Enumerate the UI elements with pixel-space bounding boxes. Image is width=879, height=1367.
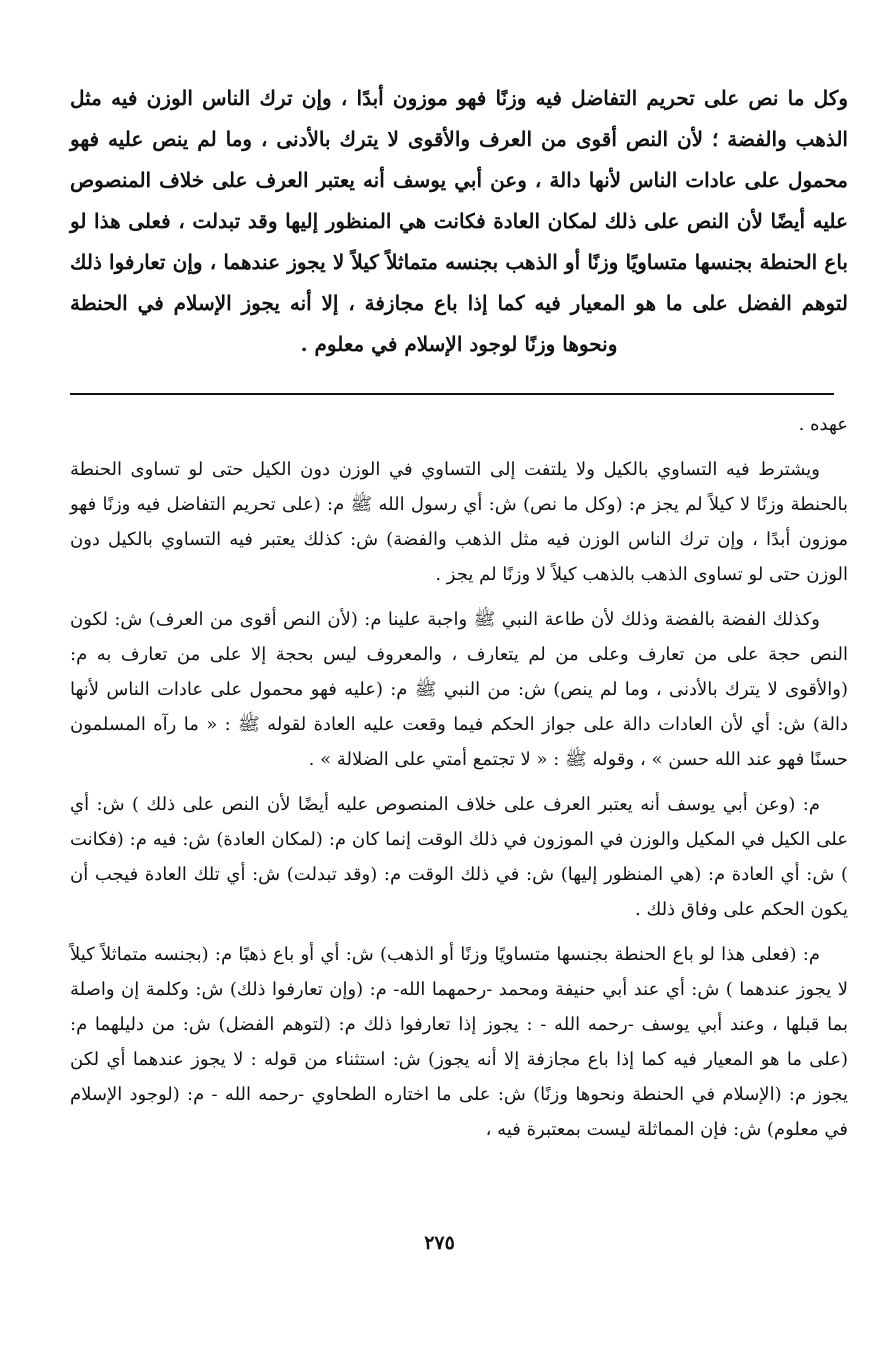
- page-number: ٢٧٥: [424, 1232, 455, 1254]
- commentary-paragraph-1: ويشترط فيه التساوي بالكيل ولا يلتفت إلى التساوي في الوزن دون الكيل حتى لو تساوى الحنطة بالحنطة وزنًا لا كيلاً لم يجز م: (وكل ما نص) ش: أي رسول الله ﷺ م: (على تحريم التفاضل فيه وزنًا فهو موزون أبدًا ، وإن ترك الناس الوزن فيه مثل الذهب والفضة) ش: كذلك يعتبر فيه التساوي بالكيل دون الوزن حتى لو تساوى الذهب بالذهب كيلاً لا وزنًا لم يجز .: [70, 459, 848, 585]
- commentary-paragraph-3: م: (وعن أبي يوسف أنه يعتبر العرف على خلاف المنصوص عليه أيضًا لأن النص على ذلك ) ش: أي على الكيل في المكيل والوزن في الموزون في ذلك الوقت إنما كان م: (لمكان العادة) ش: فيه م: (فكانت ) ش: أي العادة م: (هي المنظور إليها) ش: في ذلك الوقت م: (وقد تبدلت) ش: أي تلك العادة فيجب أن يكون الحكم على وفاق ذلك .: [70, 794, 848, 920]
- footnote-separator: [70, 393, 834, 395]
- commentary-continuation: عهده .: [798, 414, 848, 435]
- commentary-paragraph-2: وكذلك الفضة بالفضة وذلك لأن طاعة النبي ﷺ واجبة علينا م: (لأن النص أقوى من العرف) ش: لكون النص حجة على من تعارف وعلى من لم يتعارف ، والمعروف ليس بحجة إلا على من تعارف به م: (والأقوى لا يترك بالأدنى ، وما لم ينص) ش: من النبي ﷺ م: (عليه فهو محمول على عادات الناس لأنها دالة) ش: أي لأن العادات دالة على جواز الحكم فيما وقعت عليه العادة لقوله ﷺ : « ما رآه المسلمون حسنًا فهو عند الله حسن » ، وقوله ﷺ : « لا تجتمع أمتي على الضلالة » .: [70, 609, 848, 770]
- book-page: [70, 70, 848, 1340]
- commentary-paragraph-4: م: (فعلى هذا لو باع الحنطة بجنسها متساويًا وزنًا أو الذهب) ش: أي أو باع ذهبًا م: (بجنسه متماثلاً كيلاً لا يجوز عندهما ) ش: أي عند أبي حنيفة ومحمد -رحمهما الله- م: (وإن تعارفوا ذلك) ش: وكلمة إن واصلة بما قبلها ، وعند أبي يوسف -رحمه الله - : يجوز إذا تعارفوا ذلك م: (لتوهم الفضل) ش: من دليلهما م: (على ما هو المعيار فيه كما إذا باع مجازفة إلا أنه يجوز) ش: استثناء من قوله : لا يجوز عندهما أي لكن يجوز م: (الإسلام في الحنطة ونحوها وزنًا) ش: على ما اختاره الطحاوي -رحمه الله - م: (لوجود الإسلام في معلوم) ش: فإن المماثلة ليست بمعتبرة فيه ،: [70, 944, 848, 1140]
- main-text-matn: وكل ما نص على تحريم التفاضل فيه وزنًا فهو موزون أبدًا ، وإن ترك الناس الوزن فيه مثل الذهب والفضة ؛ لأن النص أقوى من العرف والأقوى لا يترك بالأدنى ، وما لم ينص عليه فهو محمول على عادات الناس لأنها دالة ، وعن أبي يوسف أنه يعتبر العرف على خلاف المنصوص عليه أيضًا لأن النص على ذلك لمكان العادة فكانت هي المنظور إليها وقد تبدلت ، فعلى هذا لو باع الحنطة بجنسها متساويًا وزنًا أو الذهب بجنسه متماثلاً كيلاً لا يجوز عندهما ، وإن تعارفوا ذلك لتوهم الفضل على ما هو المعيار فيه كما إذا باع مجازفة ، إلا أنه يجوز الإسلام في الحنطة ونحوها وزنًا لوجود الإسلام في معلوم .: [70, 86, 848, 356]
